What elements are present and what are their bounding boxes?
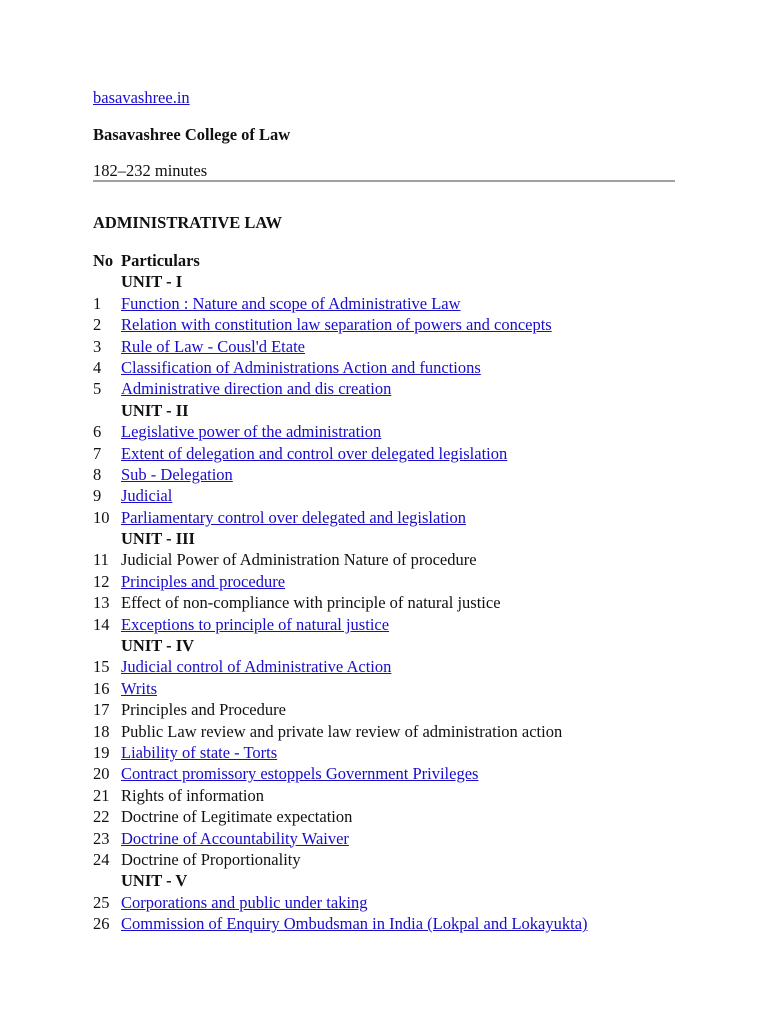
row-number: 1	[93, 293, 102, 313]
row-number	[93, 870, 121, 891]
topic-text: Rights of information	[121, 785, 264, 805]
table-row	[93, 314, 675, 335]
topic-link[interactable]: Judicial	[121, 486, 173, 506]
row-number: 25	[93, 892, 110, 912]
unit-heading: UNIT - III	[121, 529, 195, 549]
table-row	[93, 892, 675, 913]
row-number	[93, 400, 121, 421]
row-number	[93, 271, 121, 292]
row-number: 12	[93, 571, 110, 591]
table-row	[93, 656, 675, 677]
table-row	[93, 678, 675, 699]
topic-link[interactable]: Rule of Law - Cousl'd Etate	[121, 336, 305, 356]
course-title: ADMINISTRATIVE LAW	[93, 213, 283, 232]
row-number: 23	[93, 828, 110, 848]
row-number	[93, 528, 121, 549]
topic-link[interactable]: Corporations and public under taking	[121, 892, 368, 912]
college-name: Basavashree College of Law	[93, 125, 291, 144]
row-number	[93, 635, 121, 656]
row-number: 8	[93, 464, 102, 484]
table-row	[93, 721, 675, 742]
topic-text: Doctrine of Legitimate expectation	[121, 807, 353, 827]
row-number: 18	[93, 721, 110, 741]
syllabus-table	[93, 250, 675, 935]
row-number: 10	[93, 507, 110, 527]
table-row	[93, 785, 675, 806]
table-row	[93, 614, 675, 635]
unit-heading: UNIT - V	[121, 871, 188, 891]
column-header-particulars: Particulars	[121, 251, 200, 270]
topic-text: Doctrine of Proportionality	[121, 849, 301, 869]
table-row	[93, 357, 675, 378]
table-row	[93, 293, 675, 314]
table-row	[93, 828, 675, 849]
unit-heading: UNIT - I	[121, 272, 183, 292]
table-row	[93, 763, 675, 784]
row-number: 20	[93, 764, 110, 784]
topic-link[interactable]: Judicial control of Administrative Action	[121, 657, 392, 677]
table-row	[93, 571, 675, 592]
topic-text: Effect of non-compliance with principle of natural justice	[121, 593, 501, 613]
row-number: 5	[93, 379, 102, 399]
table-row	[93, 742, 675, 763]
table-row	[93, 378, 675, 399]
row-number: 16	[93, 678, 110, 698]
reading-duration: 182–232 minutes	[93, 161, 208, 180]
topic-link[interactable]: Sub - Delegation	[121, 464, 233, 484]
row-number: 24	[93, 849, 110, 869]
site-link[interactable]: basavashree.in	[93, 88, 190, 107]
row-number: 19	[93, 742, 110, 762]
row-number: 22	[93, 807, 110, 827]
topic-text: Judicial Power of Administration Nature of procedure	[121, 550, 477, 570]
row-number: 9	[93, 486, 102, 506]
topic-link[interactable]: Administrative direction and dis creation	[121, 379, 392, 399]
row-number: 4	[93, 357, 102, 377]
table-row	[93, 699, 675, 720]
table-header-row	[93, 250, 675, 271]
topic-text: Public Law review and private law review of administration action	[121, 721, 563, 741]
topic-link[interactable]: Doctrine of Accountability Waiver	[121, 828, 349, 848]
table-row	[93, 421, 675, 442]
topic-link[interactable]: Contract promissory estoppels Government Privileges	[121, 764, 479, 784]
topic-link[interactable]: Classification of Administrations Action and functions	[121, 357, 481, 377]
row-number: 26	[93, 914, 110, 934]
row-number: 7	[93, 443, 102, 463]
row-number: 2	[93, 315, 102, 335]
topic-link[interactable]: Writs	[121, 678, 157, 698]
unit-heading: UNIT - IV	[121, 636, 195, 656]
topic-link[interactable]: Function : Nature and scope of Administrative Law	[121, 293, 461, 313]
row-number: 6	[93, 422, 102, 442]
topic-link[interactable]: Parliamentary control over delegated and legislation	[121, 507, 467, 527]
row-number: 17	[93, 700, 110, 720]
column-header-no: No	[93, 251, 114, 270]
table-row	[93, 485, 675, 506]
row-number: 15	[93, 657, 110, 677]
table-row	[93, 443, 675, 464]
table-row	[93, 849, 675, 870]
syllabus-rows	[93, 271, 675, 934]
table-row	[93, 464, 675, 485]
row-number: 13	[93, 593, 110, 613]
topic-link[interactable]: Extent of delegation and control over delegated legislation	[121, 443, 508, 463]
topic-link[interactable]: Commission of Enquiry Ombudsman in India (Lokpal and Lokayukta)	[121, 914, 588, 934]
topic-link[interactable]: Relation with constitution law separation of powers and concepts	[121, 315, 552, 335]
unit-heading-row	[93, 528, 675, 549]
topic-link[interactable]: Liability of state - Torts	[121, 742, 278, 762]
topic-link[interactable]: Legislative power of the administration	[121, 422, 382, 442]
unit-heading-row	[93, 870, 675, 891]
table-row	[93, 336, 675, 357]
unit-heading-row	[93, 271, 675, 292]
table-row	[93, 507, 675, 528]
horizontal-divider	[93, 180, 675, 182]
row-number: 14	[93, 614, 110, 634]
table-row	[93, 592, 675, 613]
table-row	[93, 913, 675, 934]
topic-link[interactable]: Principles and procedure	[121, 571, 286, 591]
row-number: 3	[93, 336, 102, 356]
row-number: 11	[93, 550, 109, 570]
unit-heading-row	[93, 635, 675, 656]
table-row	[93, 549, 675, 570]
unit-heading-row	[93, 400, 675, 421]
table-row	[93, 806, 675, 827]
row-number: 21	[93, 785, 110, 805]
topic-text: Principles and Procedure	[121, 700, 286, 720]
topic-link[interactable]: Exceptions to principle of natural justice	[121, 614, 390, 634]
unit-heading: UNIT - II	[121, 400, 189, 420]
